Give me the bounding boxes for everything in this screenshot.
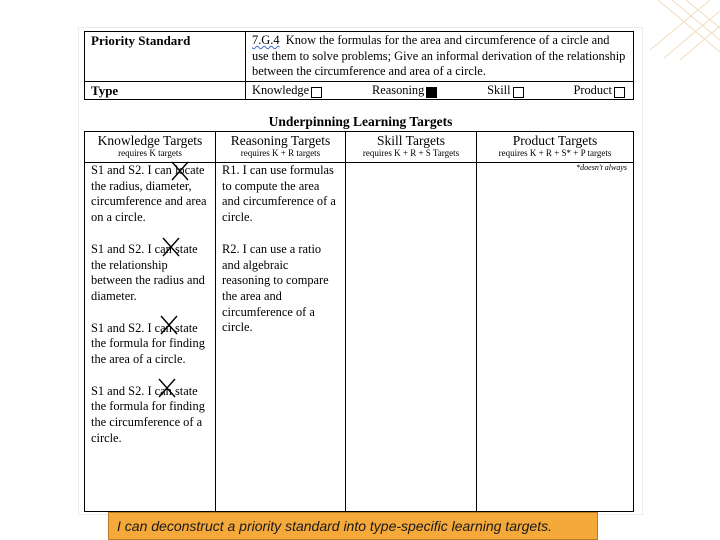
type-option-reasoning[interactable]	[372, 83, 437, 99]
handwritten-x-mark	[161, 237, 181, 257]
type-option-label: Knowledge	[252, 82, 310, 97]
type-options	[246, 81, 634, 100]
target-text: R1. I can use formulas to compute the area and circumference of a circle.	[222, 163, 336, 225]
priority-standard-label: Priority Standard	[85, 32, 246, 82]
target-text: S1 and S2. I can state the relationship between the radius and diameter.	[91, 241, 205, 303]
worksheet-page	[79, 28, 642, 514]
target-text: S1 and S2. I can state the formula for finding the circumference of a circle.	[91, 383, 205, 445]
knowledge-targets-cell	[85, 163, 216, 512]
target-text: S1 and S2. I can locate the radius, diameter, circumference and area on a circle.	[91, 163, 207, 225]
standard-description: Know the formulas for the area and circumference of a circle and use them to solve problems; Give an informal derivation of the relationship between the circumference and area of a circle.	[252, 33, 626, 79]
decorative-crosses	[650, 0, 720, 60]
reasoning-target	[222, 163, 339, 226]
col-header-knowledge	[85, 132, 216, 163]
skill-targets-cell	[346, 163, 477, 512]
col-header-skill	[346, 132, 477, 163]
handwritten-x-mark	[157, 378, 177, 398]
handwritten-x-mark	[170, 161, 190, 181]
col-title: Knowledge Targets	[97, 133, 203, 148]
priority-standard-table	[84, 31, 634, 100]
checkbox-knowledge[interactable]	[311, 87, 322, 98]
col-header-product	[477, 132, 634, 163]
col-requirement: requires K + R + S Targets	[362, 148, 460, 158]
handwritten-x-mark	[159, 315, 179, 335]
col-title: Skill Targets	[377, 133, 445, 148]
reasoning-targets-cell	[216, 163, 346, 512]
target-text: S1 and S2. I can state the formula for finding the area of a circle.	[91, 320, 205, 367]
reasoning-target	[222, 242, 339, 336]
type-option-skill[interactable]	[487, 83, 523, 99]
target-text: R2. I can use a ratio and algebraic reasoning to compare the area and circumference of a circle.	[222, 241, 329, 335]
type-option-label: Product	[573, 82, 612, 97]
checkbox-product[interactable]	[614, 87, 625, 98]
standard-code: 7.G.4	[252, 33, 280, 47]
product-note: *doesn't always	[576, 163, 627, 172]
knowledge-target	[91, 321, 209, 368]
slide-caption: I can deconstruct a priority standard into type-specific learning targets.	[108, 512, 598, 540]
type-option-knowledge[interactable]	[252, 83, 322, 99]
type-option-product[interactable]	[573, 83, 625, 99]
type-option-label: Skill	[487, 82, 511, 97]
checkbox-reasoning[interactable]	[426, 87, 437, 98]
checkbox-skill[interactable]	[513, 87, 524, 98]
priority-standard-text	[246, 32, 634, 82]
col-header-reasoning	[216, 132, 346, 163]
knowledge-target	[91, 384, 209, 447]
col-title: Reasoning Targets	[230, 133, 331, 148]
type-label: Type	[85, 81, 246, 100]
col-title: Product Targets	[512, 133, 598, 148]
knowledge-target	[91, 163, 209, 226]
col-requirement: requires K + R targets	[240, 148, 321, 158]
product-targets-cell	[477, 163, 634, 512]
col-requirement: requires K + R + S* + P targets	[498, 148, 612, 158]
learning-targets-table	[84, 131, 634, 512]
knowledge-target	[91, 242, 209, 305]
type-option-label: Reasoning	[371, 82, 425, 97]
col-requirement: requires K targets	[118, 148, 182, 158]
ult-heading: Underpinning Learning Targets	[268, 114, 453, 129]
